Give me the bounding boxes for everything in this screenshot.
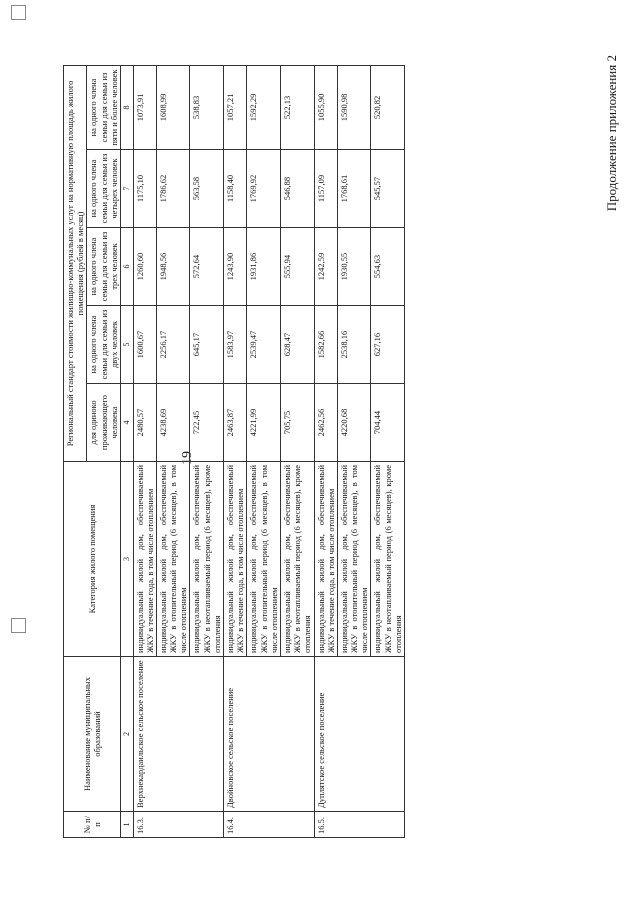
column-index: 2 [120,657,133,812]
subheader-single: для одиноко проживающего человека [87,384,121,462]
housing-category: индивидуальный жилой дом, обеспечиваемый ЖКУ в отопительный период (6 месяцев), в том числе отоплением [247,462,281,657]
housing-category: индивидуальный жилой дом, обеспечиваемый ЖКУ в течение года, в том числе отоплением [224,462,247,657]
value-cell: 1769,92 [247,150,281,228]
value-cell: 627,16 [371,306,405,384]
value-cell: 545,57 [371,150,405,228]
table-header-row [64,65,87,837]
housing-category: индивидуальный жилой дом, обеспечиваемый ЖКУ в неотапливаемый период (6 месяцев), кроме отопления [371,462,405,657]
row-number: 16.3. [133,812,224,838]
settlement-name: Дуплятское сельское поселение [314,657,405,812]
tariff-table [63,65,405,838]
value-cell: 2480,57 [133,384,156,462]
value-cell: 4238,69 [156,384,190,462]
value-cell: 563,58 [190,150,224,228]
table-row [133,65,156,837]
header-col-no: № п/п [64,812,121,838]
settlement-name: Двойновское сельское поселение [224,657,315,812]
value-cell: 2256,17 [156,306,190,384]
value-cell: 538,83 [190,65,224,149]
value-cell: 1786,62 [156,150,190,228]
housing-category: индивидуальный жилой дом, обеспечиваемый ЖКУ в неотапливаемый период (6 месяцев), кроме отопления [190,462,224,657]
value-cell: 1260,60 [133,228,156,306]
subheader-family-5plus: на одного члена семьи для семьи из пяти и более человек [87,65,121,149]
value-cell: 628,47 [280,306,314,384]
housing-category: индивидуальный жилой дом, обеспечиваемый ЖКУ в отопительный период (6 месяцев), в том числе отоплением [156,462,190,657]
value-cell: 1931,86 [247,228,281,306]
housing-category: индивидуальный жилой дом, обеспечиваемый ЖКУ в течение года, в том числе отоплением [314,462,337,657]
column-index: 7 [120,150,133,228]
subheader-family-2: на одного члена семьи для семьи из двух человек [87,306,121,384]
value-cell: 1930,55 [337,228,371,306]
value-cell: 2538,16 [337,306,371,384]
value-cell: 1592,29 [247,65,281,149]
value-cell: 1582,66 [314,306,337,384]
value-cell: 645,17 [190,306,224,384]
value-cell: 1768,61 [337,150,371,228]
value-cell: 1158,40 [224,150,247,228]
column-index: 8 [120,65,133,149]
value-cell: 1590,98 [337,65,371,149]
subheader-family-4: на одного члена семьи для семьи из четырех человек [87,150,121,228]
value-cell: 572,64 [190,228,224,306]
header-col-standard: Региональный стандарт стоимости жилищно-коммунальных услуг на нормативную площадь жилого помещения (рублей в месяц) [64,65,87,461]
value-cell: 1175,10 [133,150,156,228]
value-cell: 705,75 [280,384,314,462]
value-cell: 1057,21 [224,65,247,149]
value-cell: 555,94 [280,228,314,306]
housing-category: индивидуальный жилой дом, обеспечиваемый ЖКУ в течение года, в том числе отоплением [133,462,156,657]
table-row [224,65,247,837]
row-number: 16.4. [224,812,315,838]
value-cell: 1157,09 [314,150,337,228]
value-cell: 1600,67 [133,306,156,384]
value-cell: 722,45 [190,384,224,462]
value-cell: 1608,99 [156,65,190,149]
column-index: 1 [120,812,133,838]
value-cell: 4220,68 [337,384,371,462]
page-number: 19 [180,451,195,465]
value-cell: 520,82 [371,65,405,149]
value-cell: 704,44 [371,384,405,462]
column-index: 6 [120,228,133,306]
column-index-row [120,65,133,837]
value-cell: 522,13 [280,65,314,149]
column-index: 5 [120,306,133,384]
value-cell: 1055,90 [314,65,337,149]
value-cell: 4221,99 [247,384,281,462]
value-cell: 2463,87 [224,384,247,462]
value-cell: 1242,59 [314,228,337,306]
value-cell: 1073,91 [133,65,156,149]
housing-category: индивидуальный жилой дом, обеспечиваемый ЖКУ в отопительный период (6 месяцев), в том числе отоплением [337,462,371,657]
header-col-category: Категория жилого помещения [64,462,121,657]
value-cell: 1583,97 [224,306,247,384]
value-cell: 1948,56 [156,228,190,306]
value-cell: 546,88 [280,150,314,228]
column-index: 3 [120,462,133,657]
value-cell: 1243,90 [224,228,247,306]
settlement-name: Верхнекардаильское сельское поселение [133,657,224,812]
subheader-family-3: на одного члена семьи для семьи из трех человек [87,228,121,306]
column-index: 4 [120,384,133,462]
header-col-name: Наименование муниципальных образований [64,657,121,812]
appendix-caption: Продолжение приложения 2 [604,55,619,212]
table-row [314,65,337,837]
value-cell: 554,63 [371,228,405,306]
housing-category: индивидуальный жилой дом, обеспечиваемый ЖКУ в неотапливаемый период (6 месяцев), кроме отопления [280,462,314,657]
row-number: 16.5. [314,812,405,838]
value-cell: 2539,47 [247,306,281,384]
value-cell: 2462,56 [314,384,337,462]
